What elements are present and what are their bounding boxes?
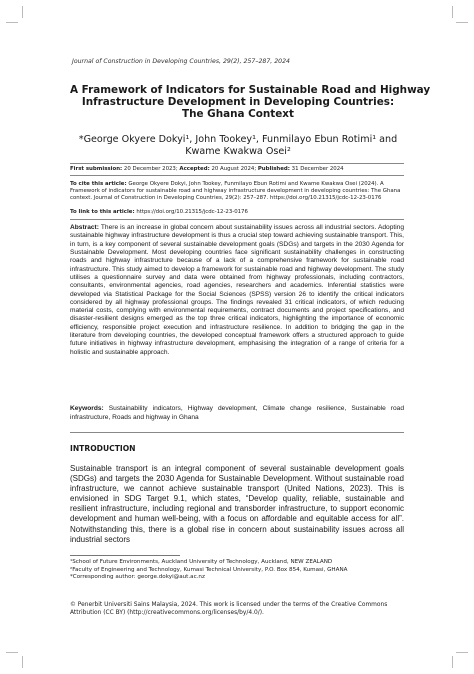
crop-mark — [452, 6, 453, 18]
first-submission-date: 20 December 2023; — [123, 166, 178, 172]
keywords — [70, 405, 404, 422]
abstract-text: There is an increase in global concern about sustainability issues across all industrial sectors. Adopting sustainable highway infrastructure development is thus a crucial step toward achieving sustainable transport. This, in turn, is a key component of several sustainable development goals (SDGs) and targets in the 2030 Agenda for Sustainable Development. Most developing countries face significant sustainability challenges in constructing roads and highway infrastructure because of a lack of a comprehensive framework for sustainable road infrastructure. This study aimed to develop a framework for sustainable road and highway development. The study utilises a questionnaire survey and data were obtained from highway professionals, including contractors, consultants, environmental agencies, road agencies, researchers and academics. Inferential statistics were developed via Statistical Package for the Social Sciences (SPSS) version 26 to identify the critical indicators considered by all highway professional groups. The findings revealed 31 critical indicators, of which reducing material costs, complying with environmental requirements, contract documents and project specifications, and disaster-resilient designs emerged as the top three critical indicators, highlighting the importance of economic efficiency, responsible project execution and infrastructure resilience. In addition to bridging the gap in the literature from developing countries, the developed conceptual framework offers a structured approach to guide future initiatives in highway infrastructure development, emphasising the integration of a range of criteria for a holistic and sustainable approach. — [70, 224, 404, 356]
footnote-divider — [70, 555, 180, 556]
keywords-text: Sustainability indicators, Highway development, Climate change resilience, Sustainable road infrastructure, Roads and highway in Ghana — [70, 405, 404, 421]
published-label: Published: — [257, 166, 290, 172]
introduction-text: Sustainable transport is an integral component of several sustainable development goals (SDGs) and targets the 2030 Agenda for Sustainable Development. Without sustainable road infrastructure, we cannot achieve sustainable transport (United Nations, 2023). This is envisioned in SDG Target 9.1, which states, “Develop quality, reliable, sustainable and resilient infrastructure, including regional and transborder infrastructure, to support economic development and human well-being, with a focus on affordable and equitable access for all”. Notwithstanding this, there is a global rise in concern about sustainability issues across all industrial sectors — [70, 464, 404, 544]
cite-label: To cite this article: — [70, 181, 127, 187]
author-line: *George Okyere Dokyi¹, John Tookey¹, Funmilayo Ebun Rotimi¹ and — [78, 134, 398, 145]
footnote: *Corresponding author: george.dokyi@aut.ac.nz — [70, 574, 205, 581]
paper-title — [70, 84, 431, 121]
crop-mark — [6, 652, 18, 653]
cite-text: George Okyere Dokyi, John Tookey, Funmilayo Ebun Rotimi and Kwame Kwakwa Osei (2024). A Framework of indicators for sustainable road and highway infrastructure development in developing countries: The Ghana context. Journal of Construction in Developing Countries, 29(2): 257–287. https://doi.org/10.21315/jcdc-12-23-0176 — [70, 181, 401, 201]
accepted-date: 20 August 2024; — [211, 166, 257, 172]
first-submission-label: First submission: — [70, 166, 123, 172]
divider — [70, 175, 404, 176]
title-line: The Ghana Context — [182, 108, 294, 121]
published-date: 31 December 2024 — [291, 166, 344, 172]
title-line: A Framework of Indicators for Sustainable Road and Highway — [70, 84, 431, 96]
license-notice: © Penerbit Universiti Sains Malaysia, 2024. This work is licensed under the terms of the Creative Commons Attribution (CC BY) (http://creativecommons.org/licenses/by/4.0/). — [70, 602, 388, 616]
submission-dates — [70, 166, 404, 173]
crop-mark — [452, 656, 453, 668]
footnote: ¹School of Future Environments, Auckland University of Technology, Auckland, NEW ZEALAND — [70, 559, 333, 565]
section-heading: INTRODUCTION — [70, 444, 136, 453]
crop-mark — [456, 652, 468, 653]
author-list — [70, 134, 406, 158]
divider — [70, 163, 404, 164]
journal-reference: Journal of Construction in Developing Countries, 29(2), 257–287, 2024 — [72, 58, 290, 65]
accepted-label: Accepted: — [179, 166, 210, 172]
divider — [70, 432, 404, 433]
abstract — [70, 224, 404, 357]
keywords-label: Keywords: — [70, 405, 104, 412]
link-label: To link to this article: — [70, 209, 135, 215]
author-line: Kwame Kwakwa Osei² — [185, 146, 291, 157]
crop-mark — [456, 22, 468, 23]
footnotes — [70, 559, 404, 582]
divider — [70, 219, 404, 220]
link-block — [70, 209, 404, 216]
crop-mark — [6, 22, 18, 23]
footnote: ²Faculty of Engineering and Technology, Kumasi Technical University, P.O. Box 854, Kumasi, GHANA — [70, 566, 348, 573]
crop-mark — [22, 6, 23, 18]
crop-mark — [22, 656, 23, 668]
doi-link[interactable]: https://doi.org/10.21315/jcdc-12-23-0176 — [136, 209, 248, 215]
citation-block — [70, 181, 404, 202]
abstract-label: Abstract: — [70, 224, 99, 231]
title-line: Infrastructure Development in Developing Countries: — [81, 96, 395, 109]
